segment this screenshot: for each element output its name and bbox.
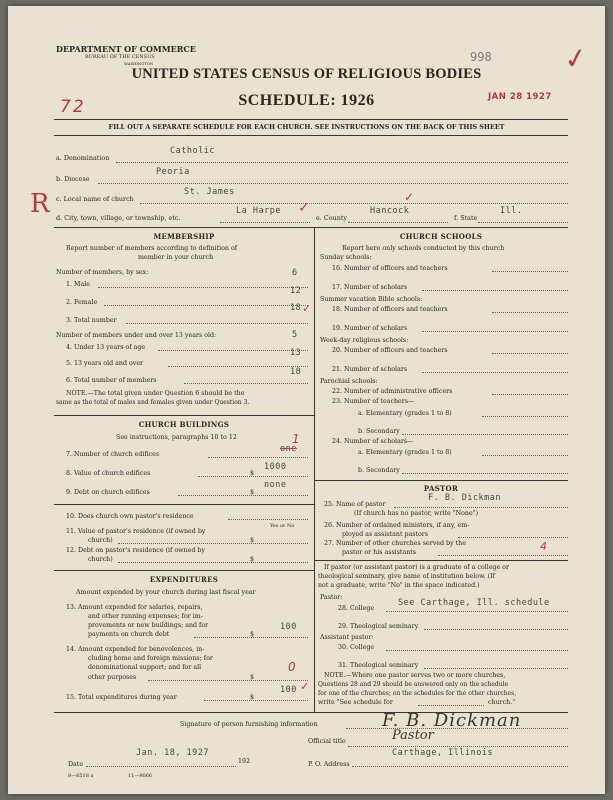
q13-line-4: payments on church debt (88, 631, 170, 638)
date-line (86, 766, 236, 767)
q9-dollar: $ (250, 489, 255, 496)
grid-center-rule (314, 227, 315, 712)
instruction-rule (54, 135, 568, 136)
male-value: 6 (292, 268, 298, 278)
grid-top-rule (54, 227, 568, 228)
q24a-line (482, 455, 568, 456)
over13-value: 13 (290, 348, 302, 358)
stamp-date: JAN 28 1927 (488, 92, 552, 102)
red-r-mark: R (30, 189, 50, 219)
q28-line (386, 611, 568, 612)
department-label: DEPARTMENT OF COMMERCE (56, 44, 196, 54)
q25-note: (If church has no pastor, write "None") (354, 510, 479, 517)
denomination-value: Catholic (170, 146, 215, 156)
official-title-value: Pastor (392, 728, 434, 743)
membership-note-1: NOTE.—The total given under Question 6 should be the (66, 390, 245, 397)
pastor-rule (314, 480, 568, 481)
q10-line (228, 519, 308, 520)
local-name-label: c. Local name of church (56, 195, 134, 203)
form-title: UNITED STATES CENSUS OF RELIGIOUS BODIES (131, 66, 482, 82)
q13-line-3: provements or new buildings; and for (88, 622, 209, 629)
buildings-rule (54, 415, 314, 416)
q31-label: 31. Theological seminary (338, 662, 419, 669)
q26-line (458, 537, 568, 538)
state-label: f. State (454, 214, 478, 222)
by-sex-label: Number of members, by sex: (56, 269, 149, 276)
q26-line-1: 26. Number of ordained ministers, if any, em- (324, 522, 470, 529)
q14-line-1: 14. Amount expended for benevolences, in- (66, 646, 205, 653)
city-label: WASHINGTON (124, 61, 154, 66)
over13-label: 5. 13 years old and over (66, 360, 144, 367)
pastor-note-2: Questions 28 and 29 should be answered only on the schedule (318, 681, 509, 688)
q16-label: 16. Number of officers and teachers (332, 265, 448, 272)
q24a-label: a. Elementary (grades 1 to 8) (358, 449, 452, 456)
q24b-line (402, 473, 568, 474)
over13-line (168, 366, 308, 367)
q14-line (148, 680, 308, 681)
q21-label: 21. Number of scholars (332, 366, 408, 373)
expenditures-rule (54, 570, 314, 571)
red-check-mark: ✓ (561, 40, 591, 77)
q11-label-2: church) (88, 537, 113, 544)
graduate-rule (314, 560, 568, 561)
pastor-note-blank (418, 705, 484, 706)
q13-line-1: 13. Amount expended for salaries, repairs, (66, 604, 203, 611)
instruction-line: FILL OUT A SEPARATE SCHEDULE FOR EACH CHURCH. SEE INSTRUCTIONS ON THE BACK OF THIS SHEET (108, 123, 505, 131)
pastor-note-3: for one of the churches; on the schedules for the other churches, (318, 690, 517, 697)
top-rule (54, 119, 568, 120)
signature-value: F. B. Dickman (382, 710, 522, 731)
form-subtitle: SCHEDULE: 1926 (238, 92, 375, 109)
residence-rule (54, 504, 314, 505)
female-label: 2. Female (66, 299, 98, 306)
q8-label: 8. Value of church edifices (66, 470, 151, 477)
q11-line (118, 543, 308, 544)
buildings-title: CHURCH BUILDINGS (138, 420, 230, 429)
red-code: 72 (60, 97, 86, 117)
q11-dollar: $ (250, 537, 255, 544)
buildings-intro: See instructions, paragraphs 10 to 12 (116, 434, 237, 441)
census-schedule-sheet (8, 6, 605, 794)
q29-label: 29. Theological seminary (338, 623, 419, 630)
membership-intro-1: Report number of members according to definition of (66, 245, 238, 252)
pastor-note-4: write "See schedule for (318, 699, 393, 706)
signature-line (346, 728, 568, 729)
state-line (478, 222, 568, 223)
membership-intro-2: member in your church (138, 254, 214, 261)
q23a-line (482, 416, 568, 417)
q15-line (204, 700, 308, 701)
weekday-label: Week-day religious schools: (320, 337, 409, 344)
q30-label: 30. College (338, 644, 375, 651)
expenditures-intro: Amount expended by your church during last fiscal year (76, 589, 256, 596)
graduate-line-2: theological seminary, give name of institution below. (If (318, 573, 496, 580)
q22-label: 22. Number of administrative officers (332, 388, 453, 395)
q18-line (492, 312, 568, 313)
county-line (348, 222, 448, 223)
stamp-number: 998 (470, 50, 492, 64)
address-value: Carthage, Illinois (392, 748, 494, 758)
q14-red-value: 0 (288, 660, 296, 674)
q7-red-value: 1 (292, 432, 300, 446)
q9-label: 9. Debt on church edifices (66, 489, 150, 496)
q23-label: 23. Number of teachers— (332, 398, 415, 405)
denomination-label: a. Denomination (56, 154, 110, 162)
under13-value: 5 (292, 330, 298, 340)
q23b-line (402, 434, 568, 435)
q7-value: one (280, 444, 297, 454)
male-line (98, 287, 308, 288)
q15-dollar: $ (250, 694, 255, 701)
date-year-suffix: 192 (238, 758, 251, 765)
form-code-1: 8—8518 a (68, 773, 94, 779)
city-field-label: d. City, town, village, or township, etc. (56, 214, 181, 222)
schools-title: CHURCH SCHOOLS (399, 232, 483, 241)
local-name-value: St. James (184, 187, 235, 197)
total6-value: 18 (290, 367, 302, 377)
q28-label: 28. College (338, 605, 375, 612)
q9-line (178, 495, 308, 496)
expenditures-title: EXPENDITURES (149, 575, 219, 584)
sunday-label: Sunday schools: (320, 254, 372, 261)
total-label: 3. Total number (66, 317, 117, 324)
q8-value: 1000 (264, 462, 287, 472)
total-line (126, 323, 308, 324)
q12-label-1: 12. Debt on pastor's residence (if owned by (66, 547, 205, 554)
q27-line-1: 27. Number of other churches served by the (324, 540, 466, 547)
q17-line (422, 290, 568, 291)
q17-label: 17. Number of scholars (332, 284, 408, 291)
membership-note-2: same as the total of males and females given under Question 3. (56, 399, 250, 406)
q25-value: F. B. Dickman (428, 493, 502, 503)
q27-value: 4 (540, 540, 547, 553)
q25-label: 25. Name of pastor (324, 501, 386, 508)
official-title-label: Official title (308, 738, 346, 745)
q14-dollar: $ (250, 674, 255, 681)
age-intro: Number of members under and over 13 years old: (56, 332, 217, 339)
q15-label: 15. Total expenditures during year (66, 694, 177, 701)
female-line (104, 305, 308, 306)
q25-line (394, 507, 568, 508)
q22-line (492, 394, 568, 395)
q15-value: 100 (280, 685, 297, 695)
parochial-label: Parochial schools: (320, 378, 378, 385)
q20-label: 20. Number of officers and teachers (332, 347, 448, 354)
q13-line (194, 637, 308, 638)
pastor-title: PASTOR (423, 484, 459, 493)
q19-label: 19. Number of scholars (332, 325, 408, 332)
q13-value: 100 (280, 622, 297, 632)
total-check: ✓ (302, 302, 312, 315)
bureau-label: BUREAU OF THE CENSUS (85, 54, 155, 60)
city-line (220, 222, 310, 223)
denomination-line (116, 162, 568, 163)
under13-label: 4. Under 13 years of age (66, 344, 146, 351)
address-line (352, 766, 568, 767)
city-check: ✓ (298, 200, 310, 216)
q14-line-4: other purposes (88, 674, 137, 681)
q12-line (118, 562, 308, 563)
county-label: e. County (316, 214, 347, 222)
q20-line (492, 353, 568, 354)
q12-label-2: church) (88, 556, 113, 563)
q16-line (492, 271, 568, 272)
county-value: Hancock (370, 206, 410, 216)
q23a-label: a. Elementary (grades 1 to 8) (358, 410, 452, 417)
q24b-label: b. Secondary (358, 467, 400, 474)
q30-line (386, 650, 568, 651)
schools-intro: Report here only schools conducted by this church (342, 245, 505, 252)
asst-header: Assistant pastor: (320, 634, 374, 641)
summer-label: Summer vacation Bible schools: (320, 296, 423, 303)
under13-line (158, 350, 308, 351)
signature-label: Signature of person furnishing information (180, 721, 318, 728)
graduate-line-1: If pastor (or assistant pastor) is a graduate of a college or (324, 564, 509, 571)
county-check: ✓ (404, 190, 415, 204)
q7-line (208, 457, 308, 458)
male-label: 1. Male (66, 281, 90, 288)
form-code-2: 11—9066 (128, 773, 153, 779)
address-label: P. O. Address (308, 761, 350, 768)
q13-line-2: and other running expenses; for im- (88, 613, 203, 620)
q23b-label: b. Secondary (358, 428, 400, 435)
q15-check: ✓ (300, 680, 310, 693)
yes-no-hint: Yes or No (270, 523, 295, 529)
diocese-label: b. Diocese (56, 175, 90, 183)
total6-line (184, 383, 308, 384)
q27-line-2: pastor or his assistants (342, 549, 417, 556)
local-name-line (140, 203, 568, 204)
official-title-line (348, 746, 568, 747)
diocese-value: Peoria (156, 167, 190, 177)
q9-value: none (264, 480, 287, 490)
total6-label: 6. Total number of members (66, 377, 157, 384)
q21-line (422, 372, 568, 373)
total-value: 18 (290, 303, 302, 313)
q11-label-1: 11. Value of pastor's residence (if owned by (66, 528, 206, 535)
graduate-line-3: not a graduate, write "No" in the space indicated.) (318, 582, 480, 589)
q26-line-2: ployed as assistant pastors (342, 531, 429, 538)
date-value: Jan. 18, 1927 (136, 748, 210, 758)
q10-label: 10. Does church own pastor's residence (66, 513, 194, 520)
q14-line-3: denominational support; and for all (88, 664, 202, 671)
pastor-note-1: NOTE.—Where one pastor serves two or more churches, (324, 672, 506, 679)
q8-dollar: $ (250, 470, 255, 477)
pastor-note-5: church." (488, 699, 516, 706)
q12-dollar: $ (250, 556, 255, 563)
q14-line-2: cluding home and foreign missions; for (88, 655, 213, 662)
female-value: 12 (290, 286, 302, 296)
city-value: La Harpe (236, 206, 281, 216)
diocese-line (98, 183, 568, 184)
q18-label: 18. Number of officers and teachers (332, 306, 448, 313)
pastor-header: Pastor: (320, 594, 343, 601)
date-label: Date (68, 761, 84, 768)
membership-title: MEMBERSHIP (153, 232, 215, 241)
q31-line (424, 668, 568, 669)
q24-label: 24. Number of scholars— (332, 438, 414, 445)
state-value: Ill. (500, 206, 523, 216)
q19-line (422, 331, 568, 332)
q7-label: 7. Number of church edifices (66, 451, 160, 458)
q27-line (438, 555, 568, 556)
q29-line (424, 629, 568, 630)
q28-value: See Carthage, Ill. schedule (398, 598, 550, 608)
q13-dollar: $ (250, 631, 255, 638)
q8-line (198, 476, 308, 477)
